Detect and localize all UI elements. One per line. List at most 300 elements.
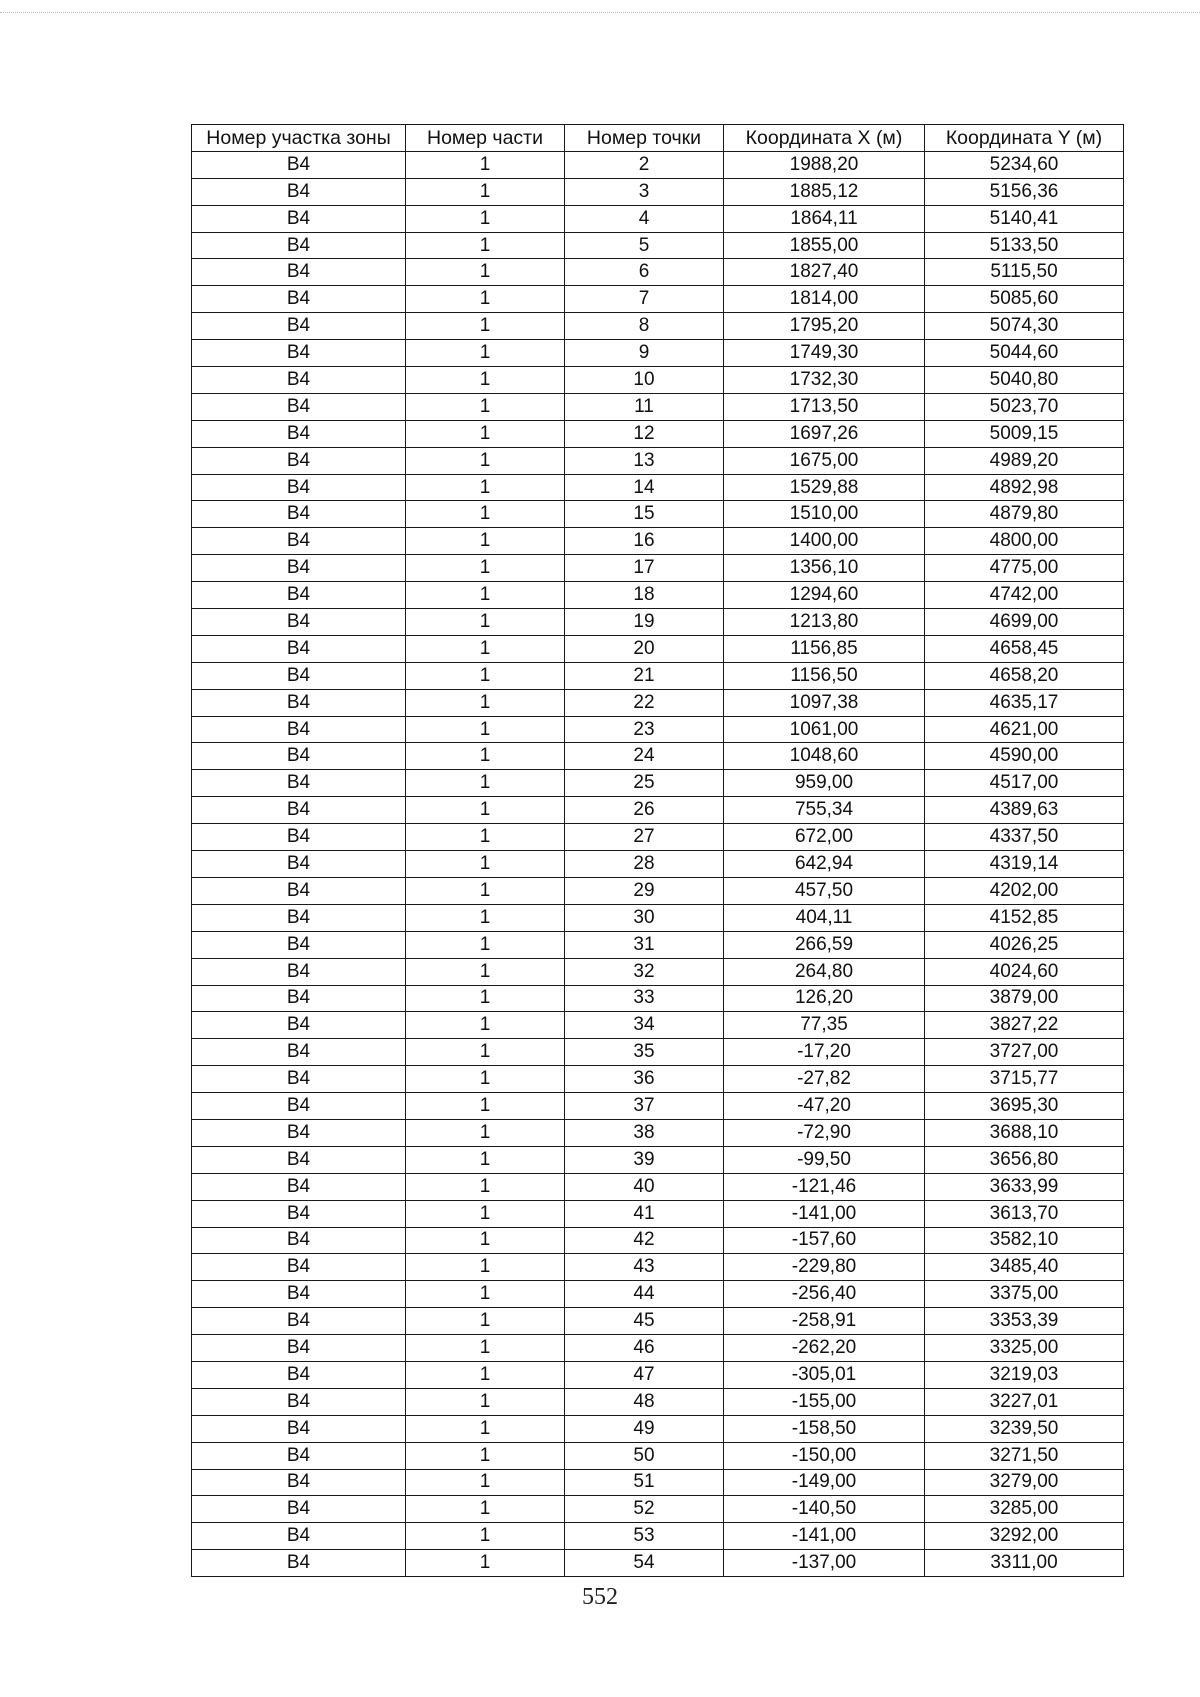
table-row [192, 1173, 1124, 1200]
cell-point-number: 23 [565, 716, 724, 743]
cell-point-number: 29 [565, 877, 724, 904]
cell-part-number: 1 [406, 1281, 565, 1308]
cell-coordinate-y: 5133,50 [925, 232, 1124, 259]
cell-coordinate-y: 5009,15 [925, 420, 1124, 447]
cell-coordinate-y: 4152,85 [925, 904, 1124, 931]
cell-part-number: 1 [406, 1119, 565, 1146]
cell-coordinate-x: -99,50 [724, 1146, 925, 1173]
cell-coordinate-x: 126,20 [724, 985, 925, 1012]
cell-point-number: 53 [565, 1523, 724, 1550]
cell-point-number: 22 [565, 689, 724, 716]
cell-coordinate-x: -258,91 [724, 1308, 925, 1335]
cell-part-number: 1 [406, 1093, 565, 1120]
cell-coordinate-x: 1795,20 [724, 313, 925, 340]
cell-point-number: 16 [565, 528, 724, 555]
cell-coordinate-x: -158,50 [724, 1415, 925, 1442]
cell-zone-section: В4 [192, 1039, 406, 1066]
cell-coordinate-x: -141,00 [724, 1200, 925, 1227]
cell-coordinate-y: 3311,00 [925, 1550, 1124, 1577]
cell-coordinate-y: 3239,50 [925, 1415, 1124, 1442]
table-row [192, 609, 1124, 636]
cell-point-number: 9 [565, 340, 724, 367]
cell-part-number: 1 [406, 824, 565, 851]
cell-part-number: 1 [406, 205, 565, 232]
table-row [192, 635, 1124, 662]
cell-coordinate-y: 3656,80 [925, 1146, 1124, 1173]
coordinates-table-container [191, 124, 1123, 1577]
table-row [192, 1281, 1124, 1308]
table-row [192, 689, 1124, 716]
cell-zone-section: В4 [192, 797, 406, 824]
cell-point-number: 54 [565, 1550, 724, 1577]
cell-coordinate-y: 5023,70 [925, 393, 1124, 420]
table-row [192, 1442, 1124, 1469]
table-row [192, 985, 1124, 1012]
cell-zone-section: В4 [192, 205, 406, 232]
cell-coordinate-x: 1988,20 [724, 151, 925, 178]
cell-part-number: 1 [406, 555, 565, 582]
cell-point-number: 11 [565, 393, 724, 420]
cell-part-number: 1 [406, 716, 565, 743]
cell-zone-section: В4 [192, 447, 406, 474]
cell-coordinate-x: 264,80 [724, 958, 925, 985]
cell-coordinate-y: 3688,10 [925, 1119, 1124, 1146]
cell-part-number: 1 [406, 877, 565, 904]
cell-zone-section: В4 [192, 958, 406, 985]
cell-coordinate-y: 3727,00 [925, 1039, 1124, 1066]
cell-zone-section: В4 [192, 1227, 406, 1254]
cell-part-number: 1 [406, 1361, 565, 1388]
cell-coordinate-x: 1675,00 [724, 447, 925, 474]
cell-part-number: 1 [406, 1469, 565, 1496]
cell-coordinate-y: 5040,80 [925, 367, 1124, 394]
cell-coordinate-x: 959,00 [724, 770, 925, 797]
cell-coordinate-x: 1213,80 [724, 609, 925, 636]
cell-part-number: 1 [406, 797, 565, 824]
cell-zone-section: В4 [192, 555, 406, 582]
cell-part-number: 1 [406, 609, 565, 636]
cell-coordinate-y: 3227,01 [925, 1388, 1124, 1415]
cell-coordinate-y: 4517,00 [925, 770, 1124, 797]
cell-coordinate-y: 4658,20 [925, 662, 1124, 689]
cell-coordinate-y: 3353,39 [925, 1308, 1124, 1335]
table-row [192, 1308, 1124, 1335]
table-row [192, 340, 1124, 367]
cell-point-number: 43 [565, 1254, 724, 1281]
cell-coordinate-x: -121,46 [724, 1173, 925, 1200]
cell-coordinate-x: -229,80 [724, 1254, 925, 1281]
cell-zone-section: В4 [192, 528, 406, 555]
cell-zone-section: В4 [192, 178, 406, 205]
header-coordinate-x: Координата X (м) [724, 125, 925, 152]
cell-point-number: 42 [565, 1227, 724, 1254]
cell-coordinate-y: 4026,25 [925, 931, 1124, 958]
cell-coordinate-y: 3292,00 [925, 1523, 1124, 1550]
coordinates-table [191, 124, 1124, 1577]
cell-point-number: 38 [565, 1119, 724, 1146]
cell-coordinate-y: 5140,41 [925, 205, 1124, 232]
table-row [192, 367, 1124, 394]
cell-part-number: 1 [406, 474, 565, 501]
cell-point-number: 32 [565, 958, 724, 985]
cell-coordinate-x: -140,50 [724, 1496, 925, 1523]
table-row [192, 1388, 1124, 1415]
table-header-row [192, 125, 1124, 152]
cell-part-number: 1 [406, 151, 565, 178]
cell-coordinate-x: 457,50 [724, 877, 925, 904]
cell-coordinate-x: 755,34 [724, 797, 925, 824]
table-row [192, 716, 1124, 743]
cell-zone-section: В4 [192, 1523, 406, 1550]
cell-zone-section: В4 [192, 635, 406, 662]
cell-coordinate-y: 4742,00 [925, 582, 1124, 609]
table-row [192, 904, 1124, 931]
scan-edge-line [0, 12, 1200, 13]
table-row [192, 1361, 1124, 1388]
cell-point-number: 13 [565, 447, 724, 474]
cell-point-number: 45 [565, 1308, 724, 1335]
cell-part-number: 1 [406, 367, 565, 394]
cell-zone-section: В4 [192, 1308, 406, 1335]
cell-coordinate-x: 1510,00 [724, 501, 925, 528]
cell-zone-section: В4 [192, 1361, 406, 1388]
cell-part-number: 1 [406, 1254, 565, 1281]
cell-zone-section: В4 [192, 1254, 406, 1281]
cell-coordinate-x: -141,00 [724, 1523, 925, 1550]
cell-point-number: 8 [565, 313, 724, 340]
cell-zone-section: В4 [192, 904, 406, 931]
table-row [192, 286, 1124, 313]
cell-coordinate-x: 1097,38 [724, 689, 925, 716]
cell-coordinate-x: 1732,30 [724, 367, 925, 394]
cell-part-number: 1 [406, 1496, 565, 1523]
cell-coordinate-y: 3633,99 [925, 1173, 1124, 1200]
cell-point-number: 27 [565, 824, 724, 851]
cell-part-number: 1 [406, 635, 565, 662]
cell-zone-section: В4 [192, 501, 406, 528]
cell-part-number: 1 [406, 1012, 565, 1039]
cell-zone-section: В4 [192, 286, 406, 313]
cell-coordinate-y: 4879,80 [925, 501, 1124, 528]
cell-coordinate-x: 1156,85 [724, 635, 925, 662]
cell-zone-section: В4 [192, 367, 406, 394]
cell-point-number: 33 [565, 985, 724, 1012]
table-row [192, 474, 1124, 501]
cell-zone-section: В4 [192, 1550, 406, 1577]
cell-point-number: 3 [565, 178, 724, 205]
cell-part-number: 1 [406, 1039, 565, 1066]
cell-coordinate-y: 4621,00 [925, 716, 1124, 743]
cell-part-number: 1 [406, 851, 565, 878]
cell-zone-section: В4 [192, 985, 406, 1012]
cell-coordinate-y: 3285,00 [925, 1496, 1124, 1523]
table-row [192, 1415, 1124, 1442]
table-row [192, 205, 1124, 232]
table-row [192, 151, 1124, 178]
table-row [192, 259, 1124, 286]
table-row [192, 178, 1124, 205]
cell-point-number: 36 [565, 1066, 724, 1093]
cell-point-number: 26 [565, 797, 724, 824]
cell-coordinate-x: 266,59 [724, 931, 925, 958]
cell-part-number: 1 [406, 1550, 565, 1577]
cell-zone-section: В4 [192, 1093, 406, 1120]
cell-coordinate-x: 1713,50 [724, 393, 925, 420]
cell-part-number: 1 [406, 232, 565, 259]
table-row [192, 824, 1124, 851]
cell-part-number: 1 [406, 1388, 565, 1415]
cell-zone-section: В4 [192, 393, 406, 420]
table-row [192, 958, 1124, 985]
cell-part-number: 1 [406, 1200, 565, 1227]
cell-coordinate-y: 5085,60 [925, 286, 1124, 313]
cell-coordinate-x: -137,00 [724, 1550, 925, 1577]
table-row [192, 313, 1124, 340]
cell-zone-section: В4 [192, 609, 406, 636]
cell-part-number: 1 [406, 528, 565, 555]
cell-coordinate-y: 3325,00 [925, 1335, 1124, 1362]
table-row [192, 1066, 1124, 1093]
cell-coordinate-x: -157,60 [724, 1227, 925, 1254]
cell-zone-section: В4 [192, 877, 406, 904]
cell-coordinate-x: 1529,88 [724, 474, 925, 501]
cell-zone-section: В4 [192, 1442, 406, 1469]
cell-part-number: 1 [406, 1415, 565, 1442]
cell-part-number: 1 [406, 931, 565, 958]
cell-zone-section: В4 [192, 232, 406, 259]
cell-part-number: 1 [406, 259, 565, 286]
cell-point-number: 39 [565, 1146, 724, 1173]
table-row [192, 1469, 1124, 1496]
cell-coordinate-x: 404,11 [724, 904, 925, 931]
cell-point-number: 41 [565, 1200, 724, 1227]
cell-coordinate-x: 1156,50 [724, 662, 925, 689]
cell-coordinate-y: 3375,00 [925, 1281, 1124, 1308]
cell-coordinate-x: 1061,00 [724, 716, 925, 743]
cell-coordinate-x: -149,00 [724, 1469, 925, 1496]
cell-part-number: 1 [406, 1066, 565, 1093]
cell-zone-section: В4 [192, 851, 406, 878]
cell-point-number: 21 [565, 662, 724, 689]
cell-part-number: 1 [406, 985, 565, 1012]
cell-point-number: 44 [565, 1281, 724, 1308]
cell-point-number: 52 [565, 1496, 724, 1523]
cell-coordinate-y: 3879,00 [925, 985, 1124, 1012]
table-row [192, 931, 1124, 958]
table-row [192, 1200, 1124, 1227]
table-row [192, 1039, 1124, 1066]
cell-point-number: 50 [565, 1442, 724, 1469]
cell-part-number: 1 [406, 1227, 565, 1254]
cell-zone-section: В4 [192, 1415, 406, 1442]
cell-point-number: 40 [565, 1173, 724, 1200]
cell-zone-section: В4 [192, 340, 406, 367]
cell-coordinate-y: 4337,50 [925, 824, 1124, 851]
cell-zone-section: В4 [192, 1066, 406, 1093]
cell-point-number: 30 [565, 904, 724, 931]
cell-part-number: 1 [406, 770, 565, 797]
cell-zone-section: В4 [192, 1012, 406, 1039]
cell-coordinate-y: 4590,00 [925, 743, 1124, 770]
cell-coordinate-y: 3695,30 [925, 1093, 1124, 1120]
cell-coordinate-y: 4989,20 [925, 447, 1124, 474]
table-row [192, 877, 1124, 904]
table-row [192, 501, 1124, 528]
header-coordinate-y: Координата Y (м) [925, 125, 1124, 152]
table-row [192, 447, 1124, 474]
cell-coordinate-x: -27,82 [724, 1066, 925, 1093]
table-row [192, 555, 1124, 582]
table-row [192, 770, 1124, 797]
table-row [192, 851, 1124, 878]
page-number: 552 [582, 1584, 618, 1610]
cell-point-number: 7 [565, 286, 724, 313]
cell-coordinate-x: -305,01 [724, 1361, 925, 1388]
cell-part-number: 1 [406, 1523, 565, 1550]
cell-coordinate-y: 5156,36 [925, 178, 1124, 205]
table-row [192, 528, 1124, 555]
table-row [192, 1496, 1124, 1523]
cell-coordinate-x: 1814,00 [724, 286, 925, 313]
cell-part-number: 1 [406, 582, 565, 609]
cell-zone-section: В4 [192, 420, 406, 447]
cell-point-number: 12 [565, 420, 724, 447]
cell-point-number: 35 [565, 1039, 724, 1066]
table-row [192, 420, 1124, 447]
cell-point-number: 19 [565, 609, 724, 636]
cell-zone-section: В4 [192, 662, 406, 689]
cell-point-number: 48 [565, 1388, 724, 1415]
table-row [192, 1254, 1124, 1281]
cell-coordinate-x: 1749,30 [724, 340, 925, 367]
cell-coordinate-x: 1885,12 [724, 178, 925, 205]
cell-coordinate-y: 4658,45 [925, 635, 1124, 662]
cell-coordinate-y: 4319,14 [925, 851, 1124, 878]
cell-part-number: 1 [406, 178, 565, 205]
cell-part-number: 1 [406, 1335, 565, 1362]
cell-part-number: 1 [406, 743, 565, 770]
cell-coordinate-x: 1400,00 [724, 528, 925, 555]
cell-coordinate-y: 4892,98 [925, 474, 1124, 501]
cell-point-number: 31 [565, 931, 724, 958]
cell-point-number: 25 [565, 770, 724, 797]
cell-coordinate-x: -150,00 [724, 1442, 925, 1469]
cell-point-number: 10 [565, 367, 724, 394]
cell-zone-section: В4 [192, 770, 406, 797]
cell-coordinate-x: 1827,40 [724, 259, 925, 286]
cell-coordinate-x: 1356,10 [724, 555, 925, 582]
cell-coordinate-x: 1048,60 [724, 743, 925, 770]
cell-coordinate-y: 4024,60 [925, 958, 1124, 985]
cell-part-number: 1 [406, 420, 565, 447]
cell-coordinate-x: -262,20 [724, 1335, 925, 1362]
cell-coordinate-x: -47,20 [724, 1093, 925, 1120]
cell-point-number: 15 [565, 501, 724, 528]
cell-coordinate-y: 5234,60 [925, 151, 1124, 178]
cell-point-number: 2 [565, 151, 724, 178]
cell-zone-section: В4 [192, 1200, 406, 1227]
cell-point-number: 5 [565, 232, 724, 259]
cell-part-number: 1 [406, 340, 565, 367]
cell-coordinate-x: 642,94 [724, 851, 925, 878]
cell-point-number: 34 [565, 1012, 724, 1039]
cell-coordinate-y: 3485,40 [925, 1254, 1124, 1281]
cell-zone-section: В4 [192, 716, 406, 743]
cell-zone-section: В4 [192, 259, 406, 286]
cell-coordinate-x: 672,00 [724, 824, 925, 851]
cell-coordinate-y: 4699,00 [925, 609, 1124, 636]
cell-coordinate-y: 3613,70 [925, 1200, 1124, 1227]
table-body [192, 151, 1124, 1576]
cell-part-number: 1 [406, 1442, 565, 1469]
cell-coordinate-x: -17,20 [724, 1039, 925, 1066]
table-row [192, 1523, 1124, 1550]
cell-zone-section: В4 [192, 689, 406, 716]
table-row [192, 1119, 1124, 1146]
cell-coordinate-x: 1697,26 [724, 420, 925, 447]
table-row [192, 1227, 1124, 1254]
cell-coordinate-y: 4635,17 [925, 689, 1124, 716]
cell-coordinate-y: 4775,00 [925, 555, 1124, 582]
cell-part-number: 1 [406, 393, 565, 420]
cell-zone-section: В4 [192, 931, 406, 958]
cell-zone-section: В4 [192, 474, 406, 501]
cell-part-number: 1 [406, 904, 565, 931]
table-row [192, 743, 1124, 770]
cell-coordinate-x: 1864,11 [724, 205, 925, 232]
cell-zone-section: В4 [192, 1119, 406, 1146]
cell-point-number: 24 [565, 743, 724, 770]
cell-point-number: 47 [565, 1361, 724, 1388]
cell-coordinate-y: 5044,60 [925, 340, 1124, 367]
cell-point-number: 20 [565, 635, 724, 662]
cell-part-number: 1 [406, 662, 565, 689]
cell-coordinate-x: -256,40 [724, 1281, 925, 1308]
cell-zone-section: В4 [192, 1388, 406, 1415]
table-row [192, 1550, 1124, 1577]
table-row [192, 662, 1124, 689]
cell-zone-section: В4 [192, 151, 406, 178]
cell-coordinate-y: 3219,03 [925, 1361, 1124, 1388]
table-row [192, 1012, 1124, 1039]
cell-coordinate-x: -155,00 [724, 1388, 925, 1415]
cell-zone-section: В4 [192, 313, 406, 340]
table-row [192, 1146, 1124, 1173]
cell-point-number: 17 [565, 555, 724, 582]
cell-zone-section: В4 [192, 582, 406, 609]
cell-part-number: 1 [406, 447, 565, 474]
cell-point-number: 49 [565, 1415, 724, 1442]
cell-part-number: 1 [406, 501, 565, 528]
cell-part-number: 1 [406, 313, 565, 340]
cell-coordinate-y: 4800,00 [925, 528, 1124, 555]
cell-part-number: 1 [406, 1308, 565, 1335]
table-row [192, 1335, 1124, 1362]
cell-coordinate-y: 3715,77 [925, 1066, 1124, 1093]
cell-coordinate-y: 3271,50 [925, 1442, 1124, 1469]
table-row [192, 797, 1124, 824]
cell-coordinate-y: 5115,50 [925, 259, 1124, 286]
header-part-number: Номер части [406, 125, 565, 152]
cell-part-number: 1 [406, 286, 565, 313]
cell-coordinate-y: 3827,22 [925, 1012, 1124, 1039]
cell-part-number: 1 [406, 1146, 565, 1173]
cell-zone-section: В4 [192, 743, 406, 770]
cell-point-number: 18 [565, 582, 724, 609]
cell-zone-section: В4 [192, 1335, 406, 1362]
cell-part-number: 1 [406, 689, 565, 716]
cell-coordinate-y: 3582,10 [925, 1227, 1124, 1254]
